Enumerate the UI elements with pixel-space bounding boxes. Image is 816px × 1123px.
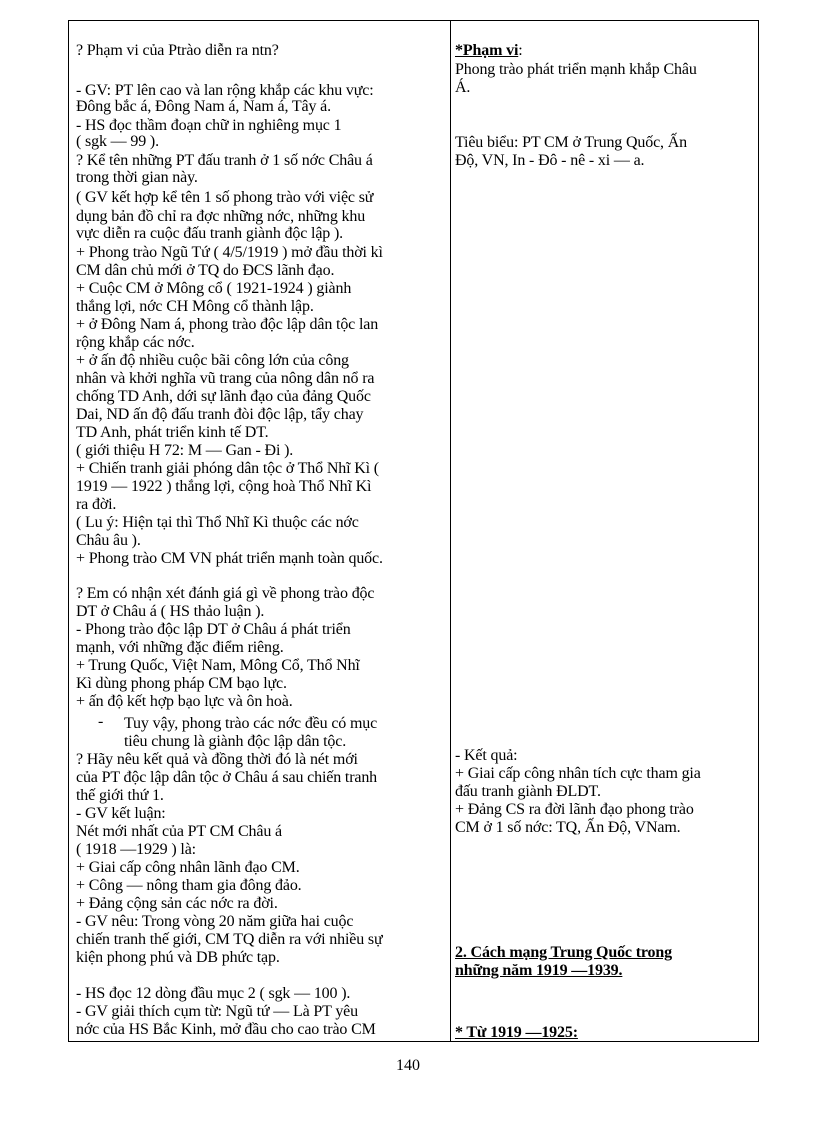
text-line: + ở Đông Nam á, phong trào độc lập dân tộc lan xyxy=(76,316,379,333)
question-line: ? Kể tên những PT đấu tranh ở 1 số nớc Châu á xyxy=(76,152,373,169)
text-line: ra đời. xyxy=(76,496,117,513)
text-line: - GV giải thích cụm từ: Ngũ tứ — Là PT yêu xyxy=(76,1003,358,1020)
text-line: ( 1918 —1929 ) là: xyxy=(76,841,196,858)
text-line: ( GV kết hợp kể tên 1 số phong trào với việc sử xyxy=(76,189,374,206)
typical-line: Độ, VN, In - Đô - nê - xi — a. xyxy=(455,152,645,169)
scope-heading: *Phạm vi: xyxy=(455,42,523,59)
question-line: ? Phạm vi của Ptrào diễn ra ntn? xyxy=(76,42,279,59)
text-line: - HS đọc thầm đoạn chữ in nghiêng mục 1 xyxy=(76,117,342,134)
text-line: kiện phong phú và DB phức tạp. xyxy=(76,949,280,966)
left-column xyxy=(76,21,442,1041)
result-line: + Giai cấp công nhân tích cực tham gia xyxy=(455,765,701,782)
result-line: đấu tranh giành ĐLDT. xyxy=(455,783,601,800)
text-line: vực diễn ra cuộc đấu tranh giành độc lập ). xyxy=(76,225,344,242)
result-line: CM ở 1 số nớc: TQ, Ấn Độ, VNam. xyxy=(455,819,681,836)
text-line: - HS đọc 12 dòng đầu mục 2 ( sgk — 100 ). xyxy=(76,985,351,1002)
column-divider xyxy=(450,21,451,1041)
text-line: 1919 — 1922 ) thắng lợi, cộng hoà Thổ Nhĩ Kì xyxy=(76,478,372,495)
text-line: DT ở Châu á ( HS thảo luận ). xyxy=(76,603,265,620)
typical-line: Tiêu biểu: PT CM ở Trung Quốc, Ấn xyxy=(455,134,688,151)
text-line: + ở ấn độ nhiều cuộc bãi công lớn của công xyxy=(76,352,349,369)
text-line: mạnh, với những đặc điểm riêng. xyxy=(76,639,284,656)
result-line: + Đảng CS ra đời lãnh đạo phong trào xyxy=(455,801,694,818)
text-line: nớc của HS Bắc Kinh, mở đầu cho cao trào CM xyxy=(76,1021,376,1038)
result-line: - Kết quả: xyxy=(455,747,518,764)
text-line: chiến tranh thế giới, CM TQ diễn ra với nhiều sự xyxy=(76,931,383,948)
text-line: + Cuộc CM ở Mông cổ ( 1921-1924 ) giành xyxy=(76,280,352,297)
text-line: - GV kết luận: xyxy=(76,805,166,822)
text-line: + Công — nông tham gia đông đảo. xyxy=(76,877,302,894)
text-line: - GV nêu: Trong vòng 20 năm giữa hai cuộc xyxy=(76,913,354,930)
scope-heading-label: *Phạm vi xyxy=(455,42,519,59)
text-line: ( giới thiệu H 72: M — Gan - Đi ). xyxy=(76,442,294,459)
text-line: - Phong trào độc lập DT ở Châu á phát triển xyxy=(76,621,351,638)
text-line: dụng bản đồ chỉ ra đợc những nớc, những khu xyxy=(76,208,366,225)
text-line: + ấn độ kết hợp bạo lực và ôn hoà. xyxy=(76,693,293,710)
text-line: CM dân chủ mới ở TQ do ĐCS lãnh đạo. xyxy=(76,262,335,279)
text-line: của PT độc lập dân tộc ở Châu á sau chiến tranh xyxy=(76,769,378,786)
text-line: Đông bắc á, Đông Nam á, Nam á, Tây á. xyxy=(76,98,331,115)
text-line: TD Anh, phát triển kinh tế DT. xyxy=(76,424,269,441)
scope-line: Phong trào phát triển mạnh khắp Châu xyxy=(455,61,697,78)
scope-line: Á. xyxy=(455,79,471,96)
section-title: 2. Cách mạng Trung Quốc trong xyxy=(455,944,673,961)
text-line: + Giai cấp công nhân lãnh đạo CM. xyxy=(76,859,300,876)
text-line: tiêu chung là giành độc lập dân tộc. xyxy=(124,733,347,750)
content-table xyxy=(68,20,759,1042)
text-line: rộng khắp các nớc. xyxy=(76,334,195,351)
page-number: 140 xyxy=(396,1057,420,1074)
text-line: Châu âu ). xyxy=(76,532,141,549)
period-heading: * Từ 1919 —1925: xyxy=(455,1024,578,1041)
text-line: trong thời gian này. xyxy=(76,169,198,186)
question-line: ? Em có nhận xét đánh giá gì về phong trào độc xyxy=(76,585,375,602)
right-column xyxy=(455,21,753,1041)
text-line: thắng lợi, nớc CH Mông cổ thành lập. xyxy=(76,298,314,315)
text-line: ( sgk — 99 ). xyxy=(76,133,159,150)
text-line: Tuy vậy, phong trào các nớc đều có mục xyxy=(124,715,378,732)
dash-bullet: - xyxy=(98,713,104,730)
question-line: ? Hãy nêu kết quả và đồng thời đó là nét mới xyxy=(76,751,358,768)
text-line: thế giới thứ 1. xyxy=(76,787,164,804)
text-line: + Chiến tranh giải phóng dân tộc ở Thổ Nhĩ Kì ( xyxy=(76,460,379,477)
text-line: nhân và khởi nghĩa vũ trang của nông dân nổ ra xyxy=(76,370,375,387)
text-line: + Phong trào Ngũ Tứ ( 4/5/1919 ) mở đầu thời kì xyxy=(76,244,383,261)
text-line: + Trung Quốc, Việt Nam, Mông Cổ, Thổ Nhĩ xyxy=(76,657,360,674)
section-title: những năm 1919 —1939. xyxy=(455,962,623,979)
text-line: + Đảng cộng sản các nớc ra đời. xyxy=(76,895,278,912)
text-line: - GV: PT lên cao và lan rộng khắp các khu vực: xyxy=(76,82,374,99)
text-line: Kì dùng phong pháp CM bạo lực. xyxy=(76,675,287,692)
text-line: Nét mới nhất của PT CM Châu á xyxy=(76,823,283,840)
text-line: chống TD Anh, dới sự lãnh đạo của đảng Quốc xyxy=(76,388,371,405)
text-line: + Phong trào CM VN phát triển mạnh toàn quốc. xyxy=(76,550,383,567)
text-line: Dai, ND ấn độ đấu tranh đòi độc lập, tẩy chay xyxy=(76,406,364,423)
text-line: ( Lu ý: Hiện tại thì Thổ Nhĩ Kì thuộc các nớc xyxy=(76,514,359,531)
